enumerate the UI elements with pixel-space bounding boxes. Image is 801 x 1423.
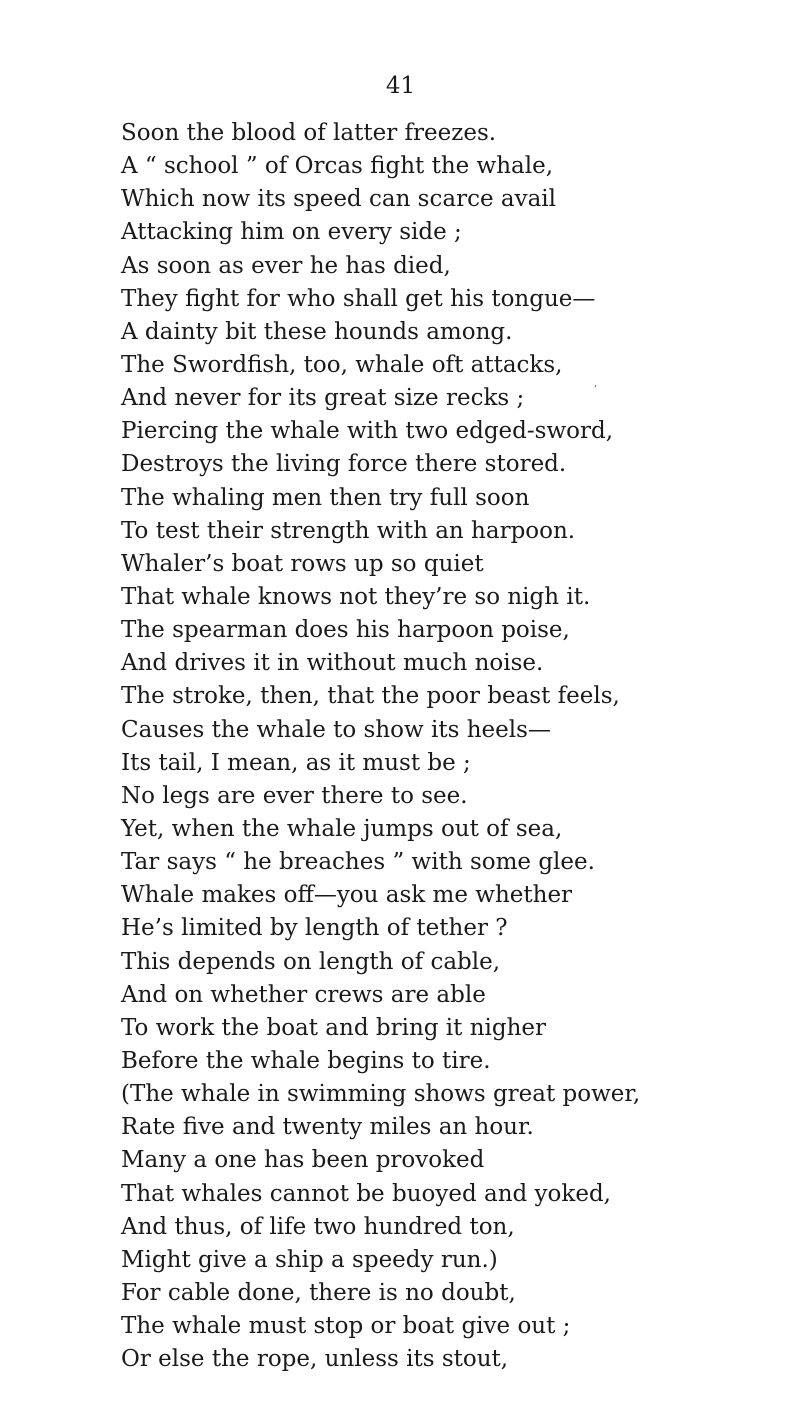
poem-line: Or else the rope, unless its stout, [121, 1346, 509, 1373]
poem-line: For cable done, there is no doubt, [121, 1279, 516, 1306]
poem-line: Many a one has been provoked [121, 1147, 485, 1174]
poem-line: Tar says “ he breaches ” with some glee. [121, 849, 595, 876]
poem-line: A “ school ” of Orcas fight the whale, [121, 153, 554, 180]
poem-line: Before the whale begins to tire. [121, 1047, 491, 1074]
poem-line: As soon as ever he has died, [121, 252, 451, 279]
poem-line: And on whether crews are able [121, 981, 486, 1008]
poem-line: The whaling men then try full soon [121, 484, 530, 511]
poem-line: Its tail, I mean, as it must be ; [121, 749, 471, 776]
poem-line: He’s limited by length of tether ? [121, 915, 508, 942]
poem-line: That whales cannot be buoyed and yoked, [121, 1180, 611, 1207]
poem-line: (The whale in swimming shows great power, [121, 1081, 641, 1108]
poem-line: Which now its speed can scarce avail [121, 186, 557, 213]
poem-line: And drives it in without much noise. [121, 650, 544, 677]
poem-line: Destroys the living force there stored. [121, 451, 567, 478]
poem-line: Attacking him on every side ; [121, 219, 462, 246]
poem [121, 117, 640, 1376]
page-number: 41 [385, 73, 416, 99]
poem-line: And thus, of life two hundred ton, [121, 1213, 515, 1240]
poem-line: They fight for who shall get his tongue— [121, 285, 596, 312]
poem-line: That whale knows not they’re so nigh it. [121, 583, 591, 610]
poem-line: The stroke, then, that the poor beast feels, [121, 683, 620, 710]
poem-line: This depends on length of cable, [121, 948, 501, 975]
margin-mark: ‚ [594, 378, 598, 389]
poem-line: The Swordfish, too, whale oft attacks, [121, 351, 563, 378]
poem-line: Yet, when the whale jumps out of sea, [121, 815, 563, 842]
poem-line: Whale makes off—you ask me whether [121, 882, 573, 909]
poem-line: Piercing the whale with two edged-sword, [121, 418, 614, 445]
poem-line: A dainty bit these hounds among. [121, 318, 513, 345]
poem-line: Whaler’s boat rows up so quiet [121, 550, 484, 577]
poem-line: Soon the blood of latter freezes. [121, 120, 497, 146]
poem-line: To work the boat and bring it nigher [121, 1014, 547, 1041]
poem-line: Might give a ship a speedy run.) [121, 1246, 498, 1273]
poem-line: And never for its great size recks ; [121, 385, 525, 412]
poem-line: To test their strength with an harpoon. [121, 517, 576, 544]
poem-line: Rate five and twenty miles an hour. [121, 1114, 534, 1141]
poem-line: The spearman does his harpoon poise, [121, 617, 570, 644]
poem-line: The whale must stop or boat give out ; [121, 1313, 571, 1340]
poem-line: Causes the whale to show its heels— [121, 716, 551, 743]
poem-line: No legs are ever there to see. [121, 782, 468, 809]
